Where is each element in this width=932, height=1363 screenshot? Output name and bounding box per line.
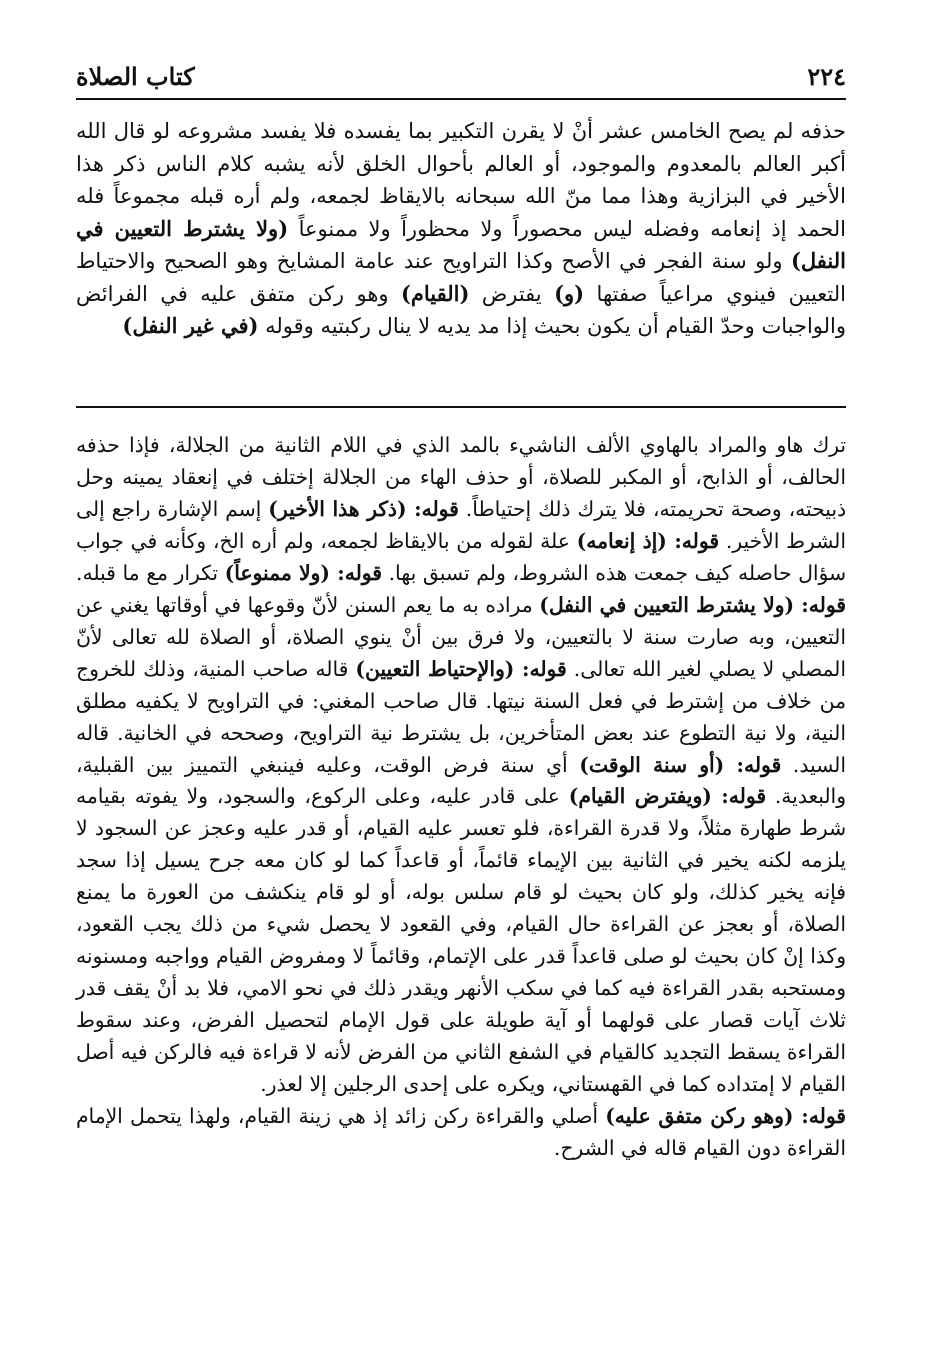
commentary-segment: إسم الإشارة راجع إلى الشرط الأخير. [76, 496, 846, 553]
commentary-segment: علة لقوله من بالايقاظ لجمعه، ولم أره الخ، وكأنه في جواب سؤال حاصله كيف جمعت هذه الشروط، ولم تسبق بها. [76, 528, 846, 585]
commentary-quote: قوله: (والإحتياط التعيين) [355, 656, 567, 681]
commentary-segment: أصلي والقراءة ركن زائد إذ هي زينة القيام، ولهذا يتحمل الإمام القراءة دون القيام قاله في الشرح. [76, 1104, 846, 1160]
commentary-segment: ترك هاو والمراد بالهاوي الألف الناشيء بالمد الذي في اللام الثانية من الجلالة، فإذا حذفه الحالف، أو الذابح، أو المكبر للصلاة، أو حذف الهاء من الجلالة إختلف في إنعقاد يمينه وحل ذبيحته، وصحة تحريمته، فلا يترك ذلك إحتياطاً. [76, 433, 846, 521]
chapter-title: كتاب الصلاة [76, 62, 195, 91]
header-divider [76, 98, 846, 100]
commentary-segment: أي سنة فرض الوقت، وعليه فينبغي التمييز بين القبلية، والبعدية. [76, 752, 846, 809]
main-keyword: (في غير النفل) [122, 313, 259, 339]
main-text-segment: حذفه لم يصح الخامس عشر أنْ لا يقرن التكبير بما يفسده فلا يفسد مشروعه لو قال الله أكبر العالم بالمعدوم والموجود، أو العالم بأحوال الخلق لأنه يشبه كلام الناس ذكر هذا الأخير في البزازية وهذا مما منّ الله سبحانه بالايقاظ لجمعه، ولم أره قبله مجموعاً فله الحمد إذ إنعامه وفضله ليس محصوراً ولا محظوراً ولا ممنوعاً [76, 119, 847, 241]
commentary-quote: قوله: (أو سنة الوقت) [579, 752, 782, 777]
commentary-quote: قوله: (إذ إنعامه) [576, 528, 720, 553]
main-text [76, 115, 846, 343]
commentary-divider [76, 406, 846, 408]
main-keyword: (ولا يشترط التعيين في النفل) [76, 215, 846, 274]
commentary-quote: قوله: (ولا يشترط التعيين في النفل) [539, 592, 846, 617]
commentary-quote: قوله: (ولا ممنوعاً) [224, 560, 382, 585]
commentary-quote: قوله: (ويفترض القيام) [568, 784, 767, 809]
main-keyword: (و) [554, 280, 585, 306]
main-text-segment: وهو ركن متفق عليه في الفرائض والواجبات وحدّ القيام أن يكون بحيث إذا مد يديه لا ينال ركبتيه وقوله [76, 281, 846, 339]
commentary-quote: قوله: (ذكر هذا الأخير) [268, 496, 459, 521]
page-number: ٢٢٤ [807, 62, 846, 91]
commentary-quote: قوله: (وهو ركن متفق عليه) [605, 1104, 846, 1129]
commentary-paragraph [76, 430, 846, 1101]
main-text-segment: ولو سنة الفجر في الأصح وكذا التراويح عند عامة المشايخ وهو الصحيح والاحتياط التعيين فينوي مراعياً صفتها [76, 249, 846, 306]
commentary-segment: قاله صاحب المنية، وذلك للخروج من خلاف من إشترط في فعل السنة نيتها. قال صاحب المغني: في التراويح لا يكفيه مطلق النية، ولا نية التطوع عند بعض المتأخرين، بل يشترط نية التراويح، وصححه في الخانية. قاله السيد. [76, 656, 846, 777]
commentary-segment: تكرار مع ما قبله. [76, 560, 225, 585]
page-header [76, 48, 846, 92]
commentary-paragraph [76, 1101, 846, 1165]
commentary-segment: على قادر عليه، وعلى الركوع، والسجود، ولا يفوته بقيامه شرط طهارة مثلاً، ولا قدرة القراءة، فلو تعسر عليه القيام، أو قدر عليه وعجز عن السجود لا يلزمه لكنه يخير في الثانية بين الإيماء قائماً، أو قاعداً كما لو كان معه جرح يسيل إذا سجد فإنه يخير كذلك، ولو كان بحيث لو قام سلس بوله، أو لو قام ينكشف من العورة ما يمنع الصلاة، أو بعجز عن القراءة حال القيام، وفي القعود لا يحصل شيء من ذلك يجب القعود، وكذا إنْ كان بحيث لو صلى قاعداً قدر على الإتمام، وقائماً لا ومفروض القيام وواجبه ومسنونه ومستحبه بقدر القراءة فيه كما في سكب الأنهر ويقدر ذلك في نحو الامي، فلا بد أنْ يقف قدر ثلاث آيات قصار على قولهما أو آية طويلة على قول الإمام لتحصيل الفرض، وعند سقوط القراءة يسقط التجديد كالقيام في الشفع الثاني من الفرض لأنه لا قراءة فيه فالركن فيه أصل القيام لا إمتداده كما في القهستاني، ويكره على إحدى الرجلين إلا لعذر. [76, 784, 846, 1097]
main-text-segment: يفترض [469, 281, 555, 306]
commentary-text [76, 430, 846, 1165]
commentary-segment: مراده به ما يعم السنن لأنّ وقوعها في أوقاتها يغني عن التعيين، وبه صارت سنة لا بالتعيين، ولا فرق بين أنْ ينوي الصلاة، أو الصلاة لله تعالى لأنّ المصلي لا يصلي لغير الله تعالى. [76, 592, 846, 681]
main-keyword: (القيام) [400, 280, 470, 306]
main-paragraph [76, 115, 846, 343]
